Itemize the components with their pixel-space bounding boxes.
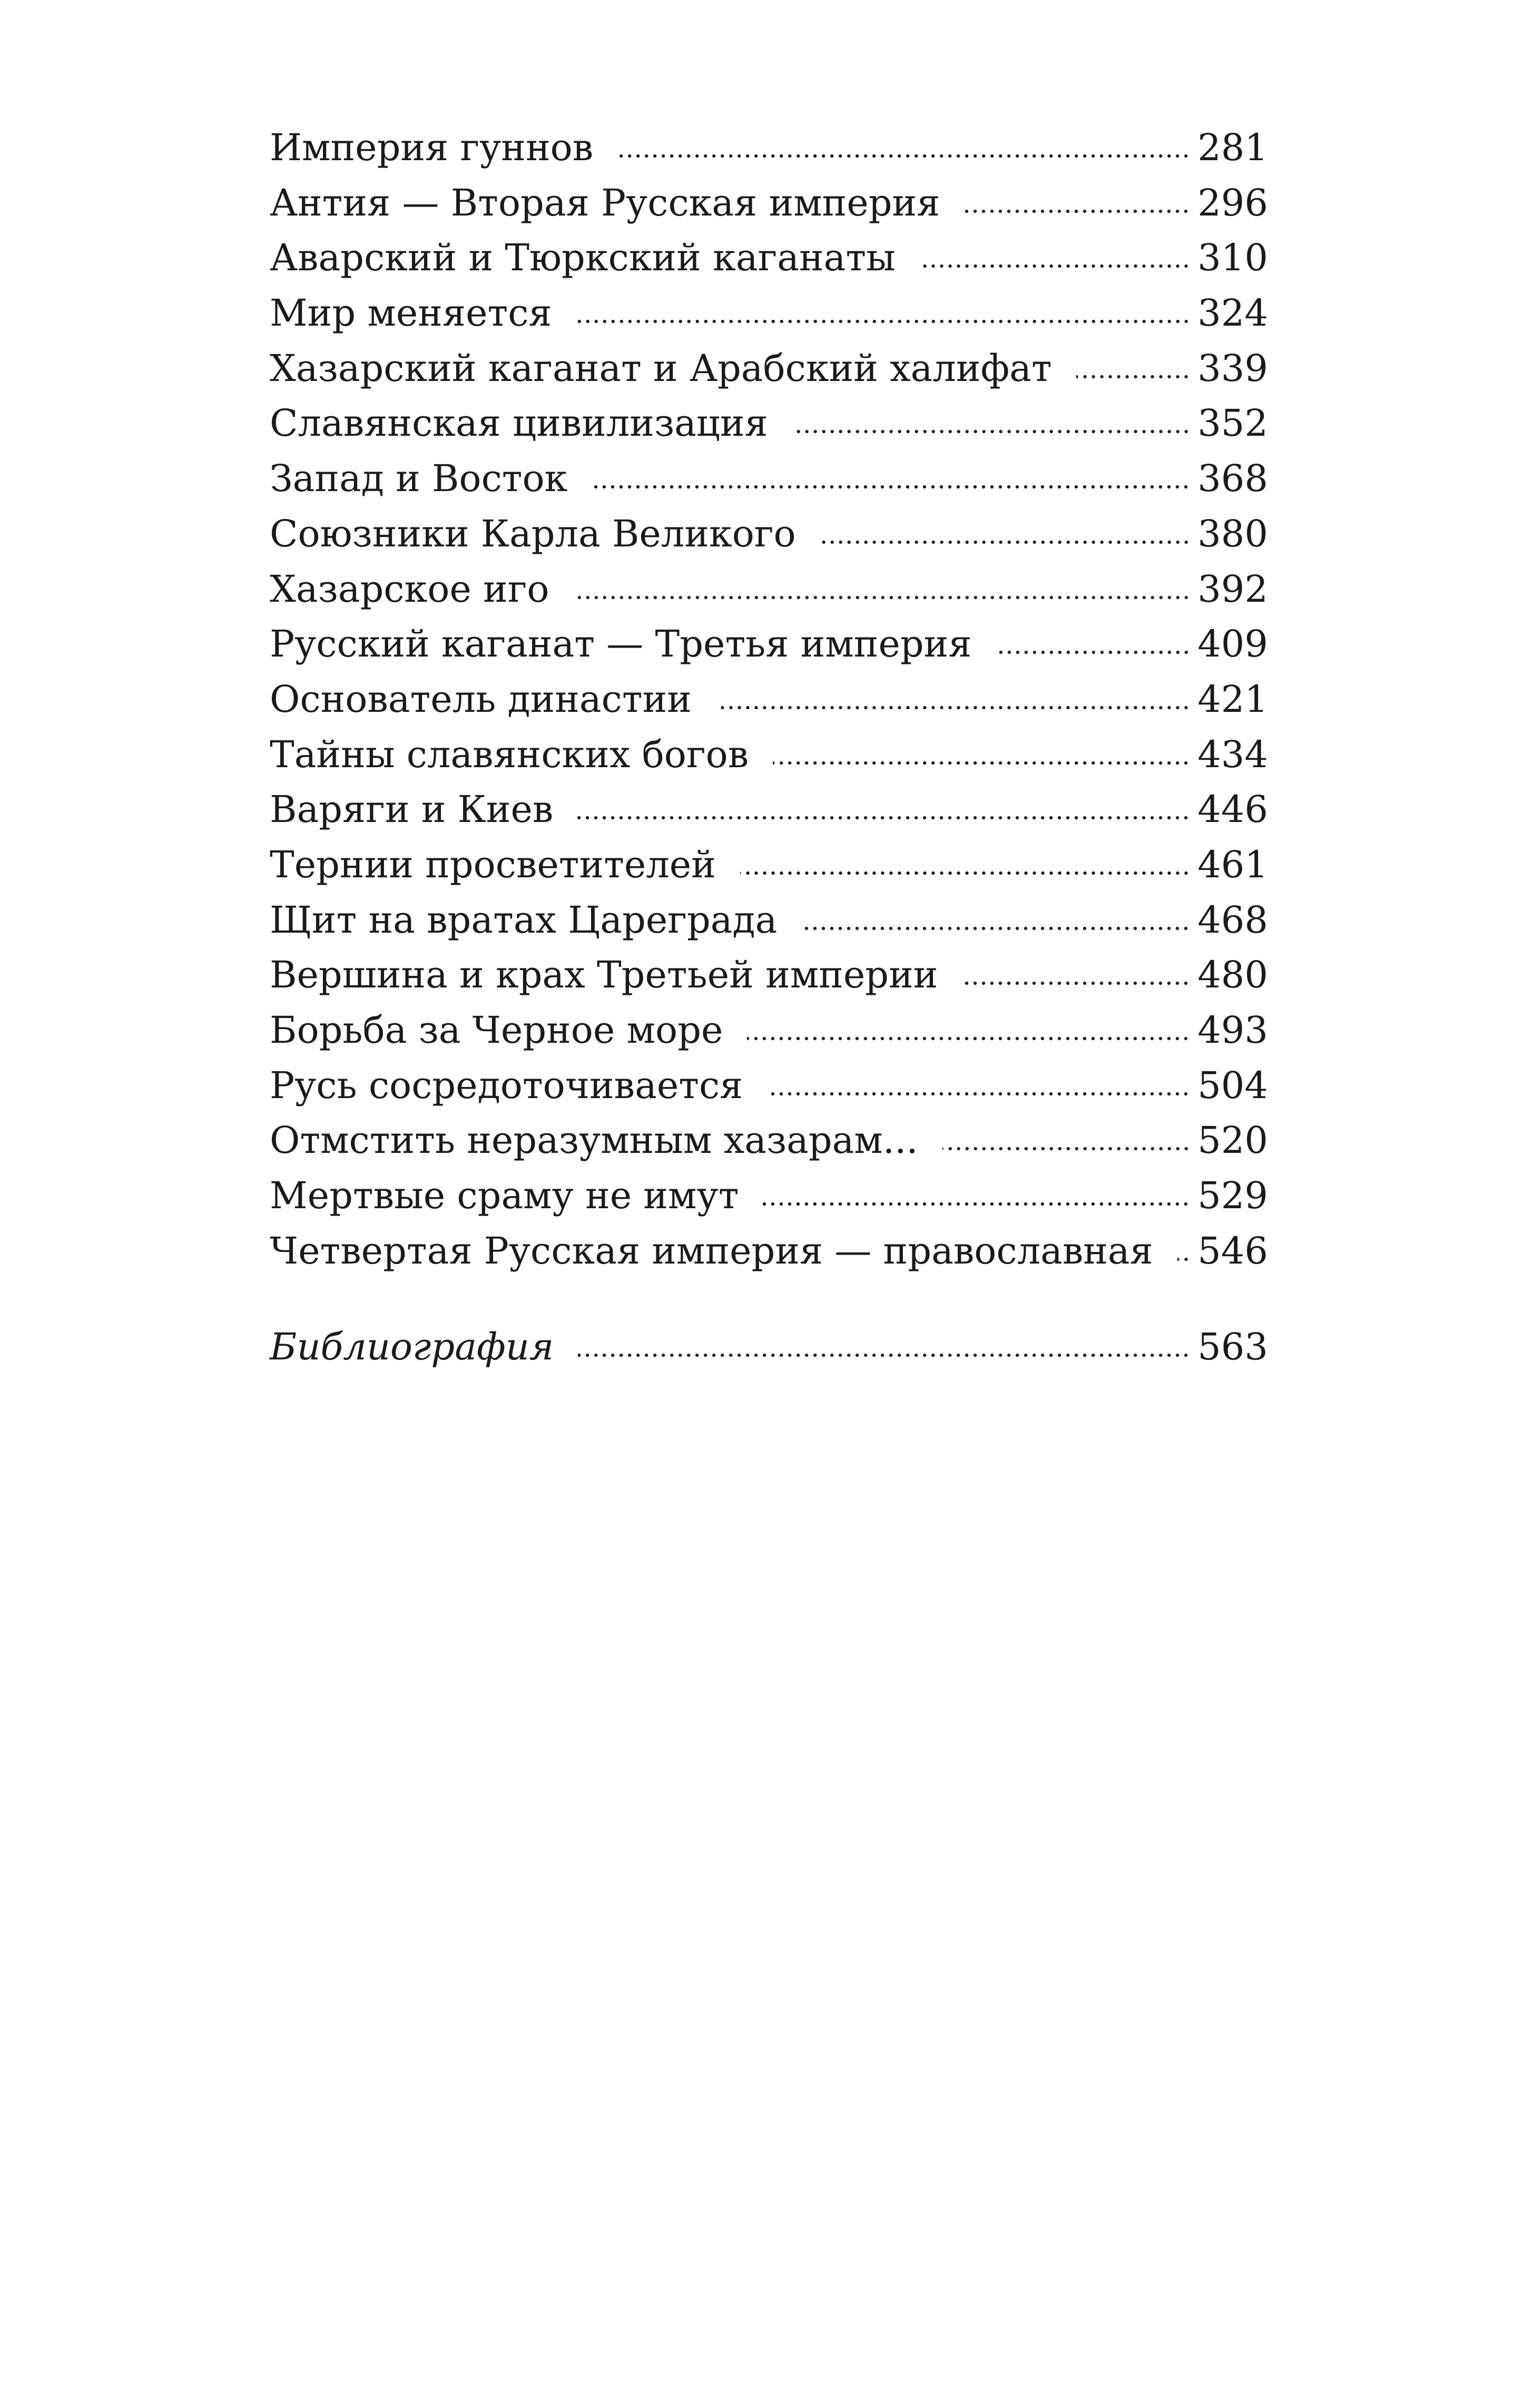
toc-entry [270, 1223, 1268, 1279]
toc-entry-page: 392 [1197, 567, 1268, 611]
toc-entry-title: Четвертая Русская империя — православная [270, 1229, 1153, 1272]
toc-entry-title: Варяги и Киев [270, 788, 554, 831]
dot-leader [574, 595, 1191, 600]
toc-entry-title: Щит на вратах Цареграда [270, 898, 778, 942]
toc-entry [270, 782, 1268, 837]
dot-leader [577, 816, 1190, 820]
dot-leader [578, 1353, 1190, 1357]
toc-entry-page: 529 [1197, 1174, 1268, 1218]
toc-entry-page: 493 [1197, 1009, 1268, 1052]
toc-entry [270, 893, 1268, 948]
toc-entry [270, 1058, 1268, 1113]
toc-entry [270, 837, 1268, 893]
dot-leader [767, 1092, 1190, 1096]
toc-entry-title: Хазарский каганат и Арабский халифат [270, 346, 1052, 390]
toc-entry-page: 296 [1197, 181, 1268, 224]
toc-entry-page: 546 [1197, 1229, 1268, 1272]
dot-leader [1177, 1257, 1191, 1261]
toc-entry-page: 368 [1197, 457, 1268, 501]
toc-entry-page: 380 [1197, 512, 1268, 555]
toc-entry-title: Тернии просветителей [270, 843, 716, 886]
toc-entry-page: 480 [1197, 953, 1268, 997]
toc-entry [270, 451, 1268, 506]
toc-entry-title: Антия — Вторая Русская империя [270, 181, 940, 224]
toc-entry-page: 409 [1197, 622, 1268, 666]
dot-leader [996, 650, 1191, 654]
toc-entry-title: Союзники Карла Великого [270, 512, 796, 555]
toc-entry-page: 281 [1197, 126, 1268, 169]
dot-leader [773, 761, 1190, 765]
dot-leader [942, 1147, 1191, 1151]
toc-entry-title: Основатель династии [270, 677, 692, 721]
toc-entry [270, 230, 1268, 286]
dot-leader [592, 485, 1190, 489]
toc-entry-page: 310 [1197, 236, 1268, 280]
toc-entry-title: Тайны славянских богов [270, 732, 749, 776]
toc-entry-page: 468 [1197, 898, 1268, 942]
toc-entry [270, 1003, 1268, 1058]
toc-entry-title: Библиография [270, 1325, 554, 1369]
toc-entry [270, 175, 1268, 231]
toc-entry [270, 1168, 1268, 1223]
toc-entry [270, 120, 1268, 175]
toc-entry-page: 434 [1197, 732, 1268, 776]
toc-entry-title: Запад и Восток [270, 457, 568, 501]
toc-entry-title: Аварский и Тюркский каганаты [270, 236, 896, 280]
dot-leader [576, 319, 1191, 324]
toc-entry [270, 672, 1268, 727]
toc-entry-title: Мир меняется [270, 291, 552, 335]
dot-leader [920, 264, 1191, 268]
toc-entry [270, 341, 1268, 396]
toc-entry-page: 339 [1197, 346, 1268, 390]
toc-entry-title: Хазарское иго [270, 567, 549, 611]
toc-entry [270, 286, 1268, 341]
toc-entry [270, 506, 1268, 562]
toc-entry-page: 461 [1197, 843, 1268, 886]
toc-entry-page: 520 [1197, 1119, 1268, 1162]
toc-entry [270, 947, 1268, 1003]
dot-leader [962, 981, 1190, 985]
dot-leader [747, 1036, 1190, 1041]
toc-entry [270, 1113, 1268, 1168]
toc-entry-page: 421 [1197, 677, 1268, 721]
dot-leader [964, 209, 1190, 213]
toc-entry-title: Вершина и крах Третьей империи [270, 953, 938, 997]
toc-entry [270, 727, 1268, 782]
table-of-contents-page [270, 120, 1268, 1375]
toc-list [270, 120, 1268, 1278]
toc-entry-bibliography [270, 1319, 1268, 1375]
dot-leader [792, 429, 1191, 434]
toc-entry-title: Славянская цивилизация [270, 402, 768, 445]
toc-entry-page: 446 [1197, 788, 1268, 831]
dot-leader [763, 1202, 1190, 1206]
toc-entry-page: 352 [1197, 402, 1268, 445]
dot-leader [716, 706, 1190, 710]
toc-entry-title: Борьба за Черное море [270, 1009, 723, 1052]
dot-leader [1076, 375, 1191, 379]
toc-entry-page: 324 [1197, 291, 1268, 335]
toc-entry [270, 562, 1268, 617]
dot-leader [801, 926, 1190, 931]
toc-entry-title: Империя гуннов [270, 126, 594, 169]
toc-entry-title: Мертвые сраму не имут [270, 1174, 739, 1218]
toc-entry-title: Отмстить неразумным хазарам... [270, 1119, 918, 1162]
toc-entry [270, 616, 1268, 672]
dot-leader [740, 871, 1191, 875]
dot-leader [617, 154, 1190, 158]
toc-entry-page: 504 [1197, 1063, 1268, 1107]
toc-entry-page: 563 [1197, 1325, 1268, 1369]
dot-leader [820, 540, 1191, 544]
toc-entry [270, 396, 1268, 451]
toc-entry-title: Русский каганат — Третья империя [270, 622, 972, 666]
toc-entry-title: Русь сосредоточивается [270, 1063, 743, 1107]
